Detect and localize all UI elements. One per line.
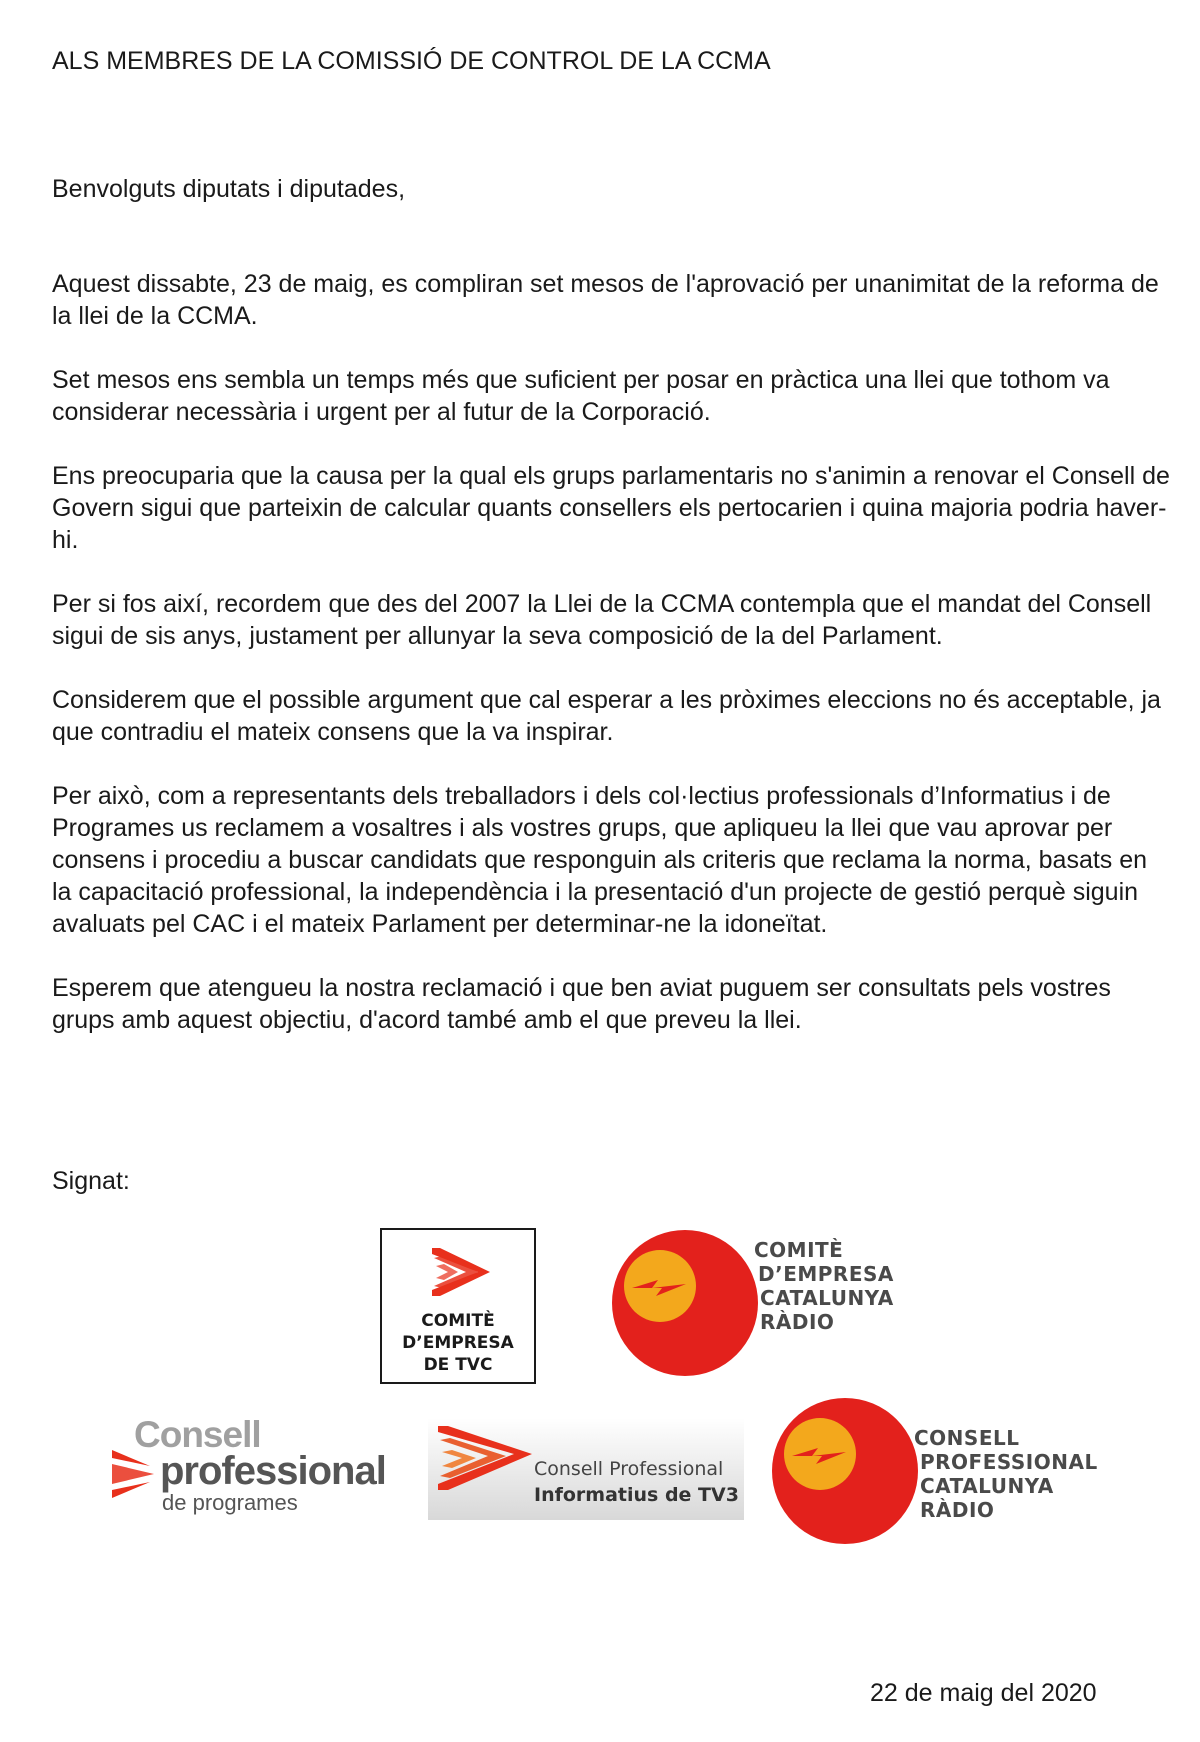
cr-comite-line-3: CATALUNYA <box>760 1286 894 1310</box>
tvc-logo-label <box>382 1310 534 1376</box>
tvc-line-2: D’EMPRESA <box>402 1333 514 1353</box>
programes-logo-line-1: Consell <box>134 1414 261 1455</box>
logo-consell-professional-catalunya-radio <box>770 1396 1110 1546</box>
paragraph-2: Set mesos ens sembla un temps més que suficient per posar en pràctica una llei que tothom va considerar necessària i urgent per al futur de la Corporació. <box>52 366 1110 426</box>
logo-consell-professional-tv3 <box>428 1418 744 1520</box>
programes-logo-line-3: de programes <box>162 1490 298 1515</box>
signed-label: Signat: <box>52 1167 130 1195</box>
paragraph-7: Esperem que atengueu la nostra reclamació i que ben aviat puguem ser consultats pels vostres grups amb aquest objectiu, d'acord també amb el que preveu la llei. <box>52 974 1111 1034</box>
tvc-chevron-icon <box>382 1230 534 1306</box>
cr-comite-line-2: D’EMPRESA <box>758 1262 894 1286</box>
catalunya-radio-consell-label <box>914 1426 1098 1522</box>
cr-comite-line-4: RÀDIO <box>760 1310 835 1334</box>
tv3-logo-line-2: Informatius de TV3 <box>534 1484 739 1506</box>
paragraph-5: Considerem que el possible argument que cal esperar a les pròximes eleccions no és acceptable, ja que contradiu el mateix consens que la va inspirar. <box>52 686 1161 746</box>
cr-comite-line-1: COMITÈ <box>754 1238 844 1262</box>
logo-comite-empresa-catalunya-radio <box>610 1228 920 1378</box>
catalunya-radio-icon-2 <box>770 1396 920 1546</box>
salutation: Benvolguts diputats i diputades, <box>52 175 406 203</box>
tvc-line-3: DE TVC <box>423 1355 493 1375</box>
logo-comite-empresa-tvc <box>380 1228 536 1384</box>
letter-date: 22 de maig del 2020 <box>870 1679 1097 1707</box>
tv3-logo-line-1: Consell Professional <box>534 1458 724 1480</box>
cr-consell-line-1: CONSELL <box>914 1426 1020 1450</box>
catalunya-radio-icon <box>610 1228 760 1378</box>
addressee-heading: ALS MEMBRES DE LA COMISSIÓ DE CONTROL DE LA CCMA <box>52 47 771 75</box>
tvc-line-1: COMITÈ <box>421 1311 495 1331</box>
paragraph-6: Per això, com a representants dels treballadors i dels col·lectius professionals d’Informatius i de Programes us reclamem a vosaltres i als vostres grups, que apliqueu la llei que vau aprovar per consens i procediu a buscar candidats que responguin als criteris que reclama la norma, basats en la capacitació professional, la independència i la presentació d'un projecte de gestió perquè siguin avaluats pel CAC i el mateix Parlament per determinar-ne la idoneïtat. <box>52 782 1148 938</box>
catalunya-radio-comite-label <box>754 1238 894 1334</box>
paragraph-3: Ens preocuparia que la causa per la qual els grups parlamentaris no s'animin a renovar el Consell de Govern sigui que parteixin de calcular quants consellers els pertocarien i quina majoria podria haver-hi. <box>52 462 1170 554</box>
cr-consell-line-3: CATALUNYA <box>920 1474 1054 1498</box>
cr-consell-line-2: PROFESSIONAL <box>920 1450 1098 1474</box>
programes-logo-line-2: professional <box>160 1449 386 1493</box>
cr-consell-line-4: RÀDIO <box>920 1498 995 1522</box>
letter-body <box>52 268 1172 1068</box>
paragraph-4: Per si fos així, recordem que des del 2007 la Llei de la CCMA contempla que el mandat del Consell sigui de sis anys, justament per allunyar la seva composició de la del Parlament. <box>52 590 1152 650</box>
paragraph-1: Aquest dissabte, 23 de maig, es compliran set mesos de l'aprovació per unanimitat de la reforma de la llei de la CCMA. <box>52 270 1159 330</box>
